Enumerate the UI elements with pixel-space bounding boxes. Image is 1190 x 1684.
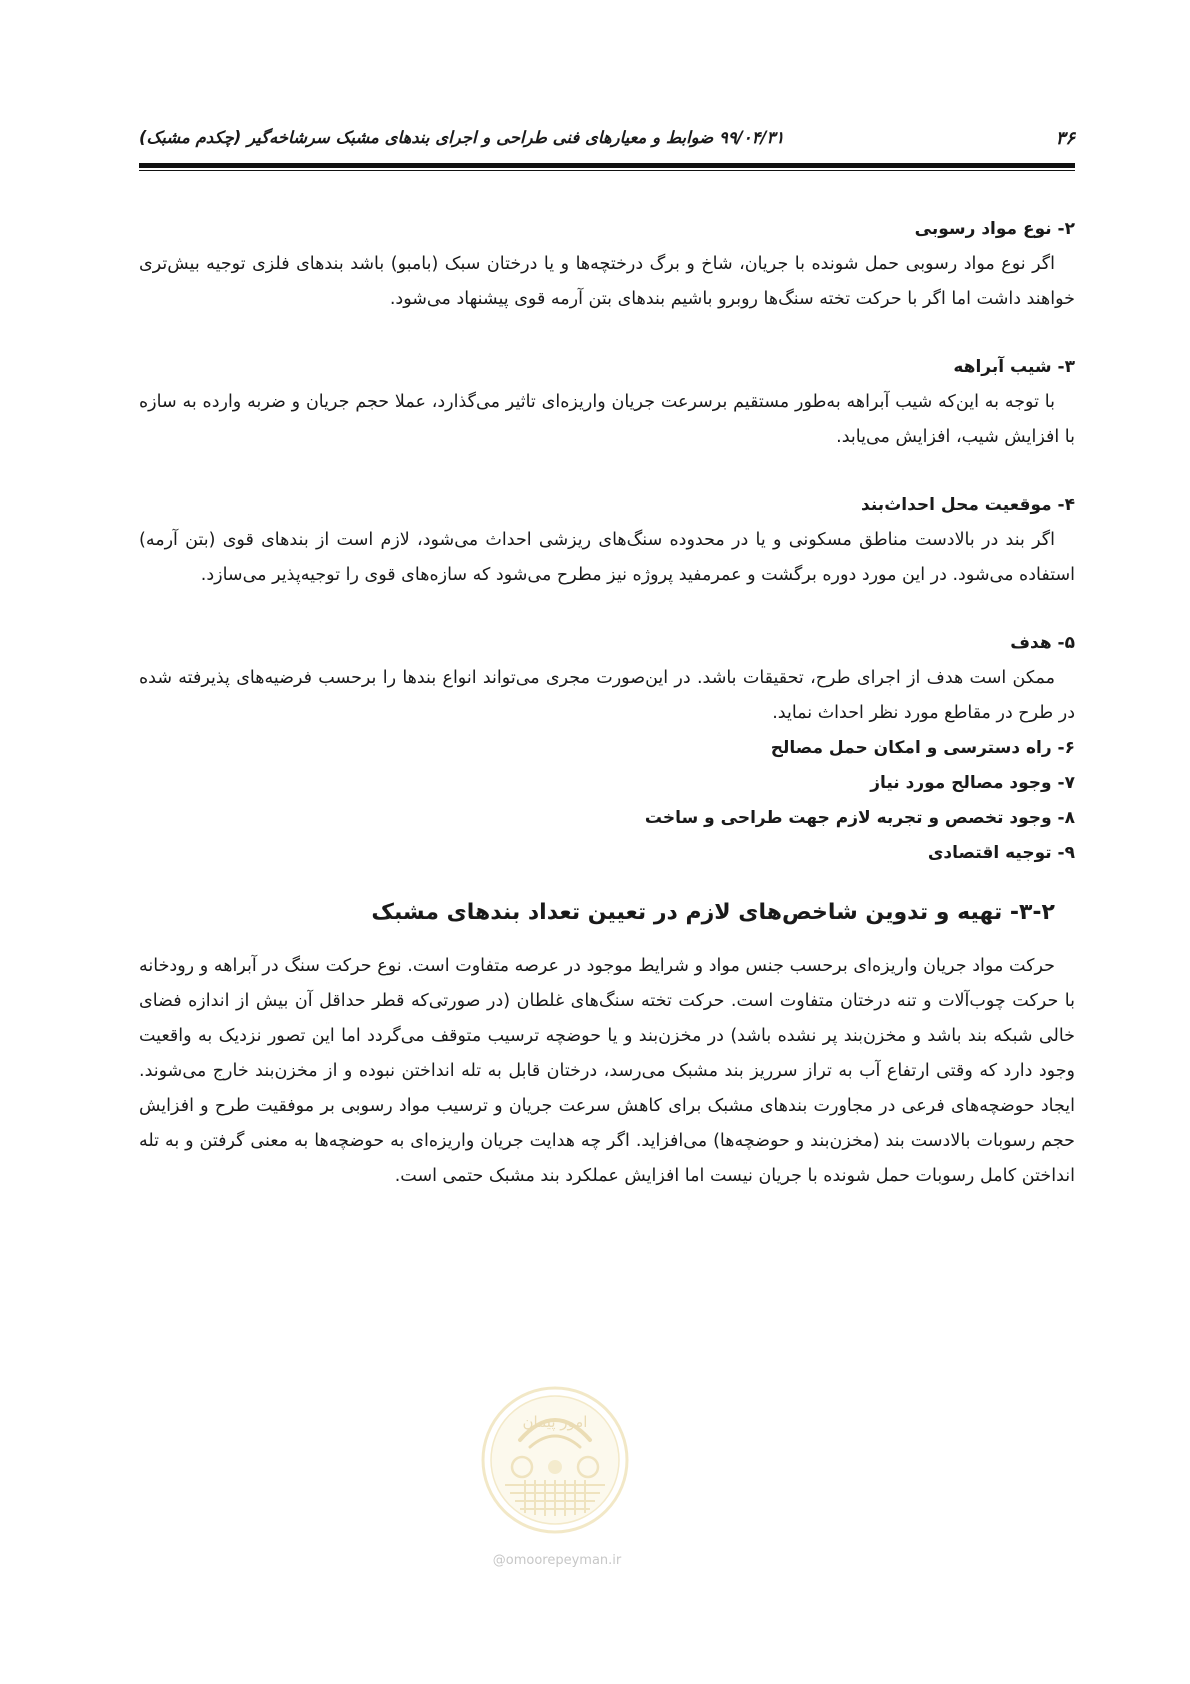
page-header <box>139 128 1075 158</box>
item-heading-economic: ۹- توجیه اقتصادی <box>927 843 1075 863</box>
item-heading-access-road: ۶- راه دسترسی و امکان حمل مصالح <box>770 738 1075 758</box>
item-paragraph-goal: ممکن است هدف از اجرای طرح، تحقیقات باشد. در این‌صورت مجری می‌تواند انواع بندها را برحسب فرضیه‌های پذیرفته شده در طرح در مقاطع مورد نظر احداث نماید. <box>139 668 1075 723</box>
item-heading-materials: ۷- وجود مصالح مورد نیاز <box>870 773 1075 793</box>
header-rule-thick <box>139 163 1075 168</box>
running-title: ۹۹/۰۴/۳۱ ضوابط و معیارهای فنی طراحی و اجرای بندهای مشبک سرشاخه‌گیر (چکدم مشبک) <box>139 128 785 147</box>
item-heading-dam-location: ۴- موقعیت محل احداث‌بند <box>861 495 1075 515</box>
watermark-url: @omoorepeyman.ir <box>492 1553 622 1568</box>
item-heading-channel-slope: ۳- شیب آبراهه <box>953 357 1075 377</box>
document-body <box>139 212 1075 1194</box>
watermark-logo <box>480 1385 630 1535</box>
item-paragraph-channel-slope: با توجه به این‌که شیب آبراهه به‌طور مستقیم برسرعت جریان واریزه‌ای تاثیر می‌گذارد، عملا حجم جریان و ضربه وارده به سازه با افزایش شیب، افزایش می‌یابد. <box>139 392 1075 447</box>
item-paragraph-dam-location: اگر بند در بالادست مناطق مسکونی و یا در محدوده سنگ‌های ریزشی احداث می‌شود، لازم است از بندهای قوی (بتن آرمه) استفاده می‌شود. در این مورد دوره برگشت و عمرمفید پروژه نیز مطرح می‌شود که سازه‌های قوی را توجیه‌پذیر می‌سازد. <box>139 530 1075 585</box>
section-paragraph: حرکت مواد جریان واریزه‌ای برحسب جنس مواد و شرایط موجود در عرصه متفاوت است. نوع حرکت سنگ در آبراهه و رودخانه با حرکت چوب‌آلات و تنه درختان متفاوت است. حرکت تخته سنگ‌های غلطان (در صورتی‌که قطر حداقل آن بیش از اندازه فضای خالی شبکه بند باشد و مخزن‌بند پر نشده باشد) در مخزن‌بند و یا حوضچه ترسیب متوقف می‌گردد اما این تصور نزدیک به واقعیت وجود دارد که وقتی ارتفاع آب به تراز سرریز بند مشبک می‌رسد، درختان قابل به تله انداختن نبوده و از مخزن‌بند خارج می‌شوند. ایجاد حوضچه‌های فرعی در مجاورت بندهای مشبک برای کاهش سرعت جریان و ترسیب مواد رسوبی بر موفقیت طرح و افزایش حجم رسوبات بالادست بند (مخزن‌بند و حوضچه‌ها) می‌افزاید. اگر چه هدایت جریان واریزه‌ای به حوضچه‌ها به معنی گرفتن و به تله انداختن کامل رسوبات حمل شونده با جریان نیست اما افزایش عملکرد بند مشبک حتمی است. <box>139 956 1075 1186</box>
svg-text:امور پیمان: امور پیمان <box>522 1413 588 1431</box>
item-heading-sediment-type: ۲- نوع مواد رسوبی <box>914 219 1075 239</box>
item-heading-expertise: ۸- وجود تخصص و تجربه لازم جهت طراحی و ساخت <box>644 808 1075 828</box>
header-rule-thin <box>139 170 1075 171</box>
item-paragraph-sediment-type: اگر نوع مواد رسوبی حمل شونده با جریان، شاخ و برگ درختچه‌ها و یا درختان سبک (بامبو) باشد بندهای فلزی توجیه بیش‌تری خواهند داشت اما اگر با حرکت تخته سنگ‌ها روبرو باشیم بندهای بتن آرمه قوی پیشنهاد می‌شود. <box>139 254 1075 309</box>
item-heading-goal: ۵- هدف <box>1010 633 1075 653</box>
section-heading: ۳-۲- تهیه و تدوین شاخص‌های لازم در تعیین تعداد بندهای مشبک <box>371 900 1055 925</box>
page-number: ۳۶ <box>1055 128 1075 149</box>
